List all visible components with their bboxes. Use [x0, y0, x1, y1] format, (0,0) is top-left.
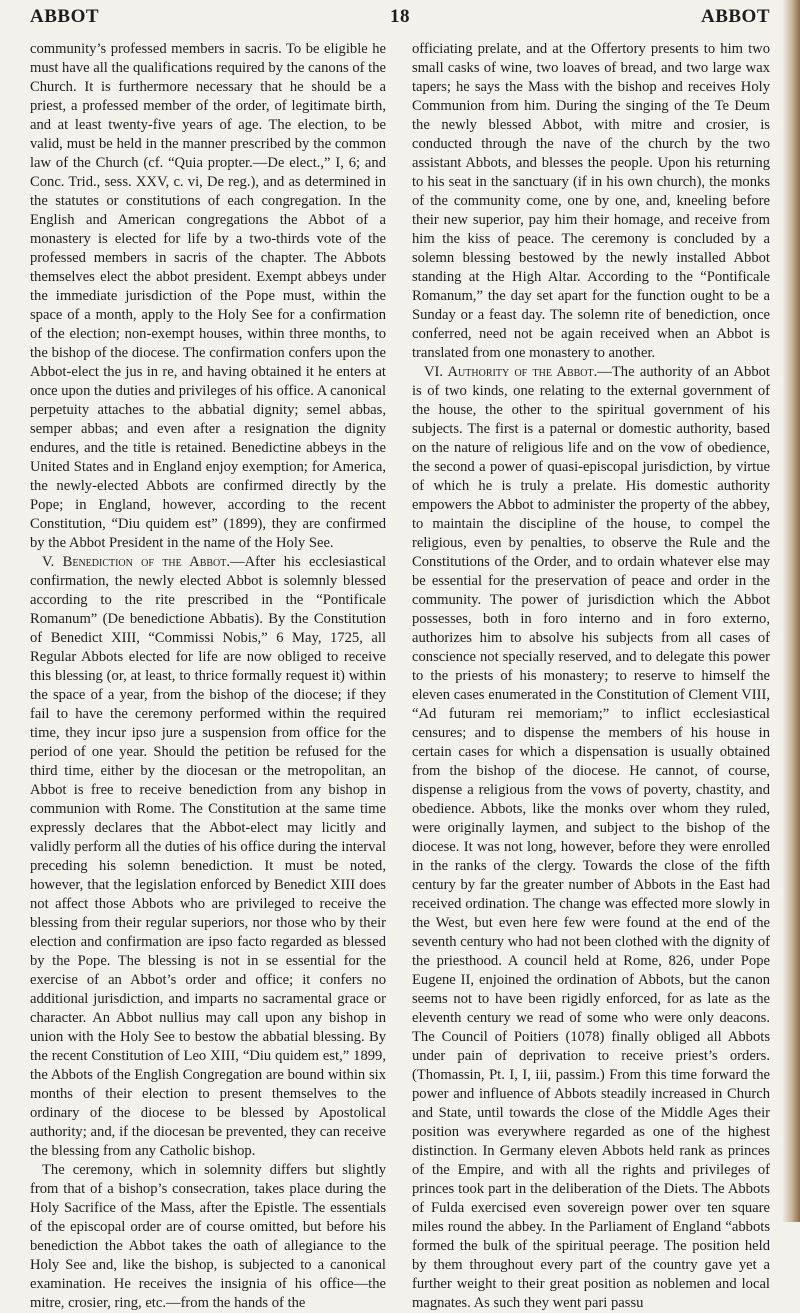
page-header [30, 6, 770, 36]
left-column [30, 40, 387, 1311]
running-head-right: ABBOT [700, 6, 770, 27]
paragraph [412, 363, 770, 1313]
paragraph: community’s professed members in sacris. To be eligible he must have all the qualifications required by the canons of the Church. It is furthermore necessary that he should be a priest, a professed member of the order, of legitimate birth, and at least twenty-five years of age. The election, to be valid, must be held in the manner prescribed by the common law of the Church (cf. “Quia propter.—De elect.,” I, 6; and Conc. Trid., sess. XXV, c. vi, De reg.), and as determined in the statutes or constitutions of each congregation. In the English and American congregations the Abbot of a monastery is elected for life by a two-thirds vote of the professed members in sacris of the chapter. The Abbots themselves elect the abbot president. Exempt abbeys under the immediate jurisdiction of the Pope must, within the space of a month, apply to the Holy See for a confirmation of the election; non-exempt houses, within three months, to the bishop of the diocese. The confirmation confers upon the Abbot-elect the jus in re, and having obtained it he enters at once upon the duties and privileges of his office. A canonical perpetuity attaches to the abbatial dignity; semel abbas, semper abbas; and even after a resignation the dignity endures, and the title is retained. Benedictine abbeys in the United States and in England enjoy exemption; for America, the newly-elected Abbots are confirmed directly by the Pope; in England, however, according to the recent Constitution, “Diu quidem est” (1899), they are confirmed by the Abbot President in the name of the Holy See. [30, 41, 386, 551]
page-number: 18 [390, 6, 410, 27]
section-heading: VI. Authority of the Abbot. [424, 364, 598, 380]
paragraph-text: —After his ecclesiastical confirmation, the newly elected Abbot is solemnly blessed according to the rite prescribed in the “Pontificale Romanum” (De benedictione Abbatis). By the Constitution of Benedict XIII, “Commissi Nobis,” 6 May, 1725, all Regular Abbots elected for life are now obliged to receive this blessing (or, at least, to thrice formally request it) within the space of a year, from the bishop of the diocese; if they fail to have the ceremony performed within the required time, they incur ipso jure a suspension from office for the period of one year. Should the petition be refused for the third time, either by the diocesan or the metropolitan, an Abbot is free to receive benediction from any bishop in communion with Rome. The Constitution at the same time expressly declares that the Abbot-elect may licitly and validly perform all the duties of his office during the interval preceding his solemn benediction. It must be noted, however, that the legislation enforced by Benedict XIII does not affect those Abbots who are privileged to receive the blessing from their regular superiors, nor those who by their election and confirmation are ipso facto regarded as blessed by the Pope. The blessing is not in se essential for the exercise of an Abbot’s order and office; it confers no additional jurisdiction, and imparts no sacramental grace or character. An Abbot nullius may call upon any bishop in union with the Holy See to bestow the abbatial blessing. By the recent Constitution of Leo XIII, “Diu quidem est,” 1899, the Abbots of the English Congregation are bound within six months of their election to present themselves to the ordinary of the diocese to be blessed by Apostolical authority; and, if the diocesan be prevented, they can receive the blessing from any Catholic bishop. [30, 554, 387, 1159]
paragraph [30, 553, 386, 1161]
section-heading: V. Benediction of the Abbot. [42, 554, 231, 570]
right-column [412, 40, 770, 1311]
page-edge-shadow [782, 0, 800, 1222]
paragraph: The ceremony, which in solemnity differs but slightly from that of a bishop’s consecration, takes place during the Holy Sacrifice of the Mass, after the Epistle. The essentials of the episcopal order are of course omitted, but before his benediction the Abbot takes the oath of allegiance to the Holy See and, like the bishop, is subjected to a canonical examination. He receives the insignia of his office—the mitre, crosier, ring, etc.—from the hands of the [30, 1162, 386, 1311]
paragraph: officiating prelate, and at the Offertory presents to him two small casks of wine, two loaves of bread, and two large wax tapers; he says the Mass with the bishop and receives Holy Communion from him. During the singing of the Te Deum the newly blessed Abbot, with mitre and crosier, is conducted through the nave of the church by the two assistant Abbots, and blesses the people. Upon his returning to his seat in the sanctuary (if in his own church), the monks of the community come, one by one, and, kneeling before their new superior, pay him their homage, and receive from him the kiss of peace. The ceremony is concluded by a solemn blessing bestowed by the newly installed Abbot standing at the High Altar. According to the “Pontificale Romanum,” the day set apart for the function ought to be a Sunday or a feast day. The solemn rite of benediction, once conferred, need not be again received when an Abbot is translated from one monastery to another. [412, 41, 770, 361]
running-head-left: ABBOT [30, 6, 100, 27]
paragraph-text: —The authority of an Abbot is of two kinds, one relating to the external government of the house, the other to the spiritual government of his subjects. The first is a paternal or domestic authority, based on the nature of religious life and on the vow of obedience, the second a power of quasi-episcopal jurisdiction, by virtue of which he is truly a prelate. His domestic authority empowers the Abbot to administer the property of the abbey, to maintain the discipline of the house, to compel the religious, even by penalties, to observe the Rule and the Constitutions of the Order, and to ordain whatever else may be essential for the preservation of peace and order in the community. The power of jurisdiction which the Abbot possesses, both in foro interno and in foro externo, authorizes him to absolve his subjects from all cases of conscience not specially reserved, and to delegate this power to the priests of his monastery; to reserve to himself the eleven cases enumerated in the Constitution of Clement VIII, “Ad futuram rei memoriam;” to inflict ecclesiastical censures; and to dispense the members of his house in certain cases for which a dispensation is usually obtained from the bishop of the diocese. He cannot, of course, dispense a religious from the vows of poverty, chastity, and obedience. Abbots, like the monks over whom they ruled, were originally laymen, and subject to the bishop of the diocese. It was not long, however, before they were enrolled in the ranks of the clergy. Towards the close of the fifth century by far the greater number of Abbots in the East had received ordination. The change was effected more slowly in the West, but even here few were found at the end of the seventh century who had not been clothed with the dignity of the priesthood. A council held at Rome, 826, under Pope Eugene II, enjoined the ordination of Abbots, but the canon seems not to have been rigidly enforced, for as late as the eleventh century we read of some who were only deacons. The Council of Poitiers (1078) finally obliged all Abbots under pain of deprivation to receive priest’s orders. (Thomassin, Pt. I, I, iii, passim.) From this time forward the power and influence of Abbots steadily increased in Church and State, until towards the close of the Middle Ages their position was everywhere regarded as one of the highest distinction. In Germany eleven Abbots held rank as princes of the Empire, and with all the rights and privileges of princes took part in the deliberation of the Diets. The Abbots of Fulda exercised even sovereign power over ten square miles round the abbey. In the Parliament of England “abbots formed the bulk of the spiritual peerage. The position held by them throughout every part of the country gave yet a further weight to their great position as noblemen and local magnates. As such they went pari passu [412, 364, 770, 1311]
